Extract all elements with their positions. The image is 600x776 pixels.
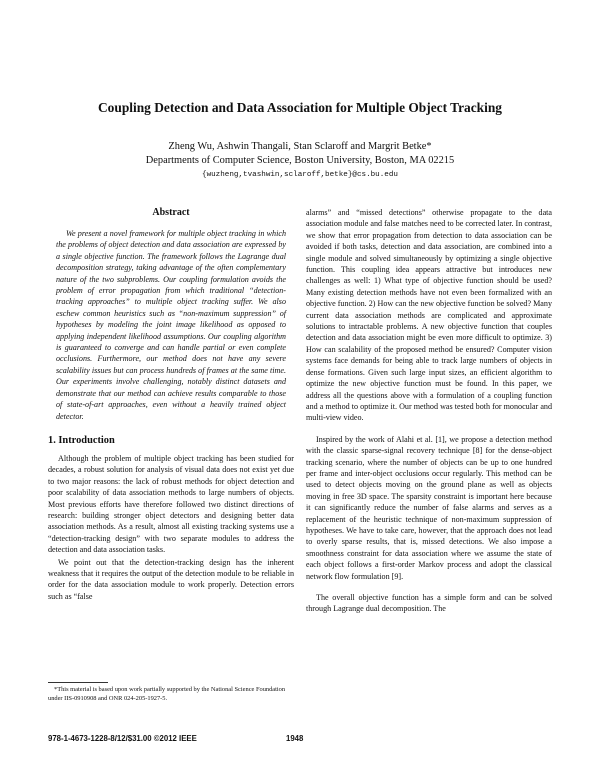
right-column — [306, 207, 552, 615]
funding-footnote: *This material is based upon work partially supported by the National Science Foundation under IIS-0910908 and ONR 024-205-1927-5. — [48, 686, 286, 702]
section-gap — [48, 422, 294, 435]
introduction-section — [48, 435, 294, 602]
intro-paragraph-2: We point out that the detection-tracking design has the inherent weakness that it requires the output of the detection module to be reliable in order for the data association module to work properly. Detection errors such as “false — [48, 557, 294, 601]
footnote-divider — [48, 682, 108, 683]
author-block — [0, 140, 600, 168]
paper-title: Coupling Detection and Data Association for Multiple Object Tracking — [98, 100, 502, 115]
author-emails: {wuzheng,tvashwin,sclaroff,betke}@cs.bu.edu — [202, 171, 398, 179]
abstract-heading: Abstract — [152, 207, 190, 218]
intro-paragraph-1: Although the problem of multiple object tracking has been studied for decades, a robust solution for analysis of visual data does not exist yet due to two major reasons: the lack of robust methods for object detection and poor scalability of data association methods to large numbers of objects. Most previous efforts have therefore followed two distinct directions of research: building stronger object detectors and designing better data association methods. As a result, almost all existing tracking systems use a “detection-tracking design” with two separate modules to address the detection and data association tasks. — [48, 453, 294, 555]
isbn-copyright: 978-1-4673-1228-8/12/$31.00 ©2012 IEEE — [48, 734, 197, 743]
abstract-text: We present a novel framework for multiple object tracking in which the problems of object detection and data association are expressed by a single objective function. The framework follows the Lagrange dual decomposition strategy, taking advantage of the often complementary nature of the two subproblems. Our coupling formulation avoids the problem of error propagation from which traditional “detection-tracking approaches” to multiple object tracking suffer. We also eschew common heuristics such as “non-maximum suppression” of hypotheses by modeling the joint image likelihood as opposed to applying independent likelihood assumptions. Our coupling algorithm is guaranteed to converge and can handle partial or even complete occlusions. Furthermore, our method does not have any severe scalability issues but can process hundreds of frames at the same time. Our experiments involve challenging, notably distinct datasets and demonstrate that our method can achieve results comparable to those of state-of-art approaches, even without a heavily trained object detector. — [56, 229, 286, 421]
page-number: 1948 — [286, 734, 304, 743]
right-paragraph-3: The overall objective function has a simple form and can be solved through Lagrange dual decomposition. The — [306, 593, 552, 614]
introduction-heading: 1. Introduction — [48, 434, 115, 446]
affiliation: Departments of Computer Science, Boston University, Boston, MA 02215 — [145, 155, 455, 166]
right-paragraph-1: alarms” and “missed detections” otherwise propagate to the data association module and false matches need to be corrected later. In contrast, we show that error propagation from detection to data association can be avoided if both tasks, detection and data association, are combined into a single module and solved simultaneously by optimizing a single objective function. This coupling idea appears attractive but introduces new challenges as well: 1) What type of objective function should be used? Many existing detection methods have not even been formalized with an objective function. 2) How can the new objective function be solved? Many current data association methods are complicated and approximate solutions to intractable problems. A new objective function that couples detection and data association might be even more difficult to optimize. 3) How can scalability of the proposed method be ensured? Computer vision systems face demands for being able to track large numbers of objects in dense formations. Given such large input sizes, an efficient algorithm to optimize the new objective function must be found. In this paper, we address all the questions above with a formulation of a coupling function and a method to optimize it. Our method was tested both for monocular and multi-view video. — [306, 208, 552, 423]
abstract-section — [48, 207, 294, 422]
author-names: Zheng Wu, Ashwin Thangali, Stan Sclaroff and Margrit Betke* — [168, 141, 432, 152]
right-paragraph-2: Inspired by the work of Alahi et al. [1], we propose a detection method with the classic sparse-signal recovery technique [8] for the dense-object tracking scenario, where the number of objects can be up to one hundred per frame and inter-object occlusions occur regularly. This method can be used to detect objects moving on the ground plane as well as objects moving in free 3D space. The sparsity constraint is important here because it can significantly reduce the number of false alarms and serves as a replacement of the heuristic technique of non-maximum suppression of hypotheses. We have to take care, however, that the approach does not lead to overly sparse results, that is, missed detections. We also impose a smoothness constraint for data association where we assume the state of each object follows a first-order Markov process and adopt the classical network flow formulation [9]. — [306, 434, 552, 581]
left-column — [48, 207, 294, 602]
